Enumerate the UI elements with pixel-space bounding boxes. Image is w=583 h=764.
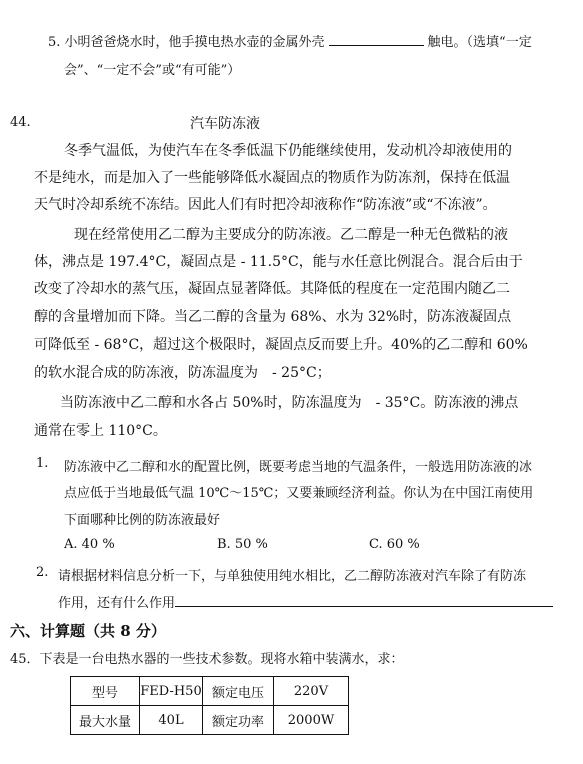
table-cell: 额定功率 (203, 706, 274, 735)
q44-p1-line3: 天气时冷却系统不冻结。因此人们有时把冷却液称作“防冻液”或“不冻液”。 (34, 197, 497, 213)
q44-p2-line5: 可降低至 - 68°C，超过这个极限时，凝固点反而要上升。40%的乙二醇和 60% (34, 337, 528, 353)
q44-sub2-answer-blank[interactable] (175, 606, 553, 607)
q44-sub2-number: 2. (36, 565, 49, 580)
q44-sub2-text: 作用，还有什么作用 (58, 596, 176, 611)
q5-line1 (48, 31, 532, 50)
q44-sub1-line1: 防冻液中乙二醇和水的配置比例，既要考虑当地的气温条件，一般选用防冻液的冰 (64, 460, 533, 475)
spec-table (70, 676, 349, 735)
q44-option-b[interactable]: B. 50 % (217, 537, 268, 552)
q44-number: 44. (10, 115, 31, 130)
table-cell: 额定电压 (203, 677, 274, 706)
table-row (71, 677, 349, 706)
section-heading: 六、计算题（共 8 分） (10, 622, 166, 640)
q44-p3-line1: 当防冻液中乙二醇和水各占 50%时，防冻温度为 - 35°C。防冻液的沸点 (60, 395, 519, 411)
q44-sub1-line2: 点应低于当地最低气温 10℃～15℃；又要兼顾经济利益。你认为在中国江南使用 (64, 486, 534, 501)
q5-line2: 会”、“一定不会”或“有可能”） (64, 63, 241, 78)
q44-sub2-line1: 请根据材料信息分析一下，与单独使用纯水相比，乙二醇防冻液对汽车除了有防冻 (58, 569, 527, 584)
q44-p2-line3: 改变了冷却水的蒸气压，凝固点显著降低。其降低的程度在一定范围内随乙二 (34, 281, 510, 297)
table-row (71, 706, 349, 735)
q44-sub1-number: 1. (36, 456, 49, 471)
q44-title: 汽车防冻液 (190, 116, 260, 132)
table-cell: FED-H50 (140, 677, 203, 706)
q44-p2-line2: 体，沸点是 197.4°C，凝固点是 - 11.5°C，能与水任意比例混合。混合后由于 (34, 254, 523, 270)
q44-p2-line1: 现在经常使用乙二醇为主要成分的防冻液。乙二醇是一种无色微粘的液 (74, 227, 508, 243)
q44-sub1-line3: 下面哪种比例的防冻液最好 (64, 513, 221, 528)
table-cell: 型号 (71, 677, 140, 706)
q5-text-suffix: 触电。（选填“一定 (427, 35, 532, 50)
q44-p1-line1: 冬季气温低，为使汽车在冬季低温下仍能继续使用，发动机冷却液使用的 (64, 143, 512, 159)
table-cell: 2000W (274, 706, 349, 735)
q44-p3-line2: 通常在零上 110°C。 (34, 423, 167, 439)
q44-option-c[interactable]: C. 60 % (369, 537, 420, 552)
q45-text: 45．下表是一台电热水器的一些技术参数。现将水箱中装满水，求： (10, 652, 404, 667)
q5-text-prefix: 5. 小明爸爸烧水时，他手摸电热水壶的金属外壳 (48, 35, 325, 50)
q44-p2-line4: 醇的含量增加而下降。当乙二醇的含量为 68%、水为 32%时，防冻液凝固点 (34, 309, 512, 325)
table-cell: 40L (140, 706, 203, 735)
table-cell: 最大水量 (71, 706, 140, 735)
q44-sub2-line2 (58, 592, 553, 611)
q44-p1-line2: 不是纯水，而是加入了一些能够降低水凝固点的物质作为防冻剂，保持在低温 (34, 170, 510, 186)
q44-option-a[interactable]: A. 40 % (64, 537, 115, 552)
q5-answer-blank[interactable] (329, 45, 424, 46)
table-cell: 220V (274, 677, 349, 706)
q44-p2-line6: 的软水混合成的防冻液，防冻温度为 - 25°C； (34, 365, 331, 381)
